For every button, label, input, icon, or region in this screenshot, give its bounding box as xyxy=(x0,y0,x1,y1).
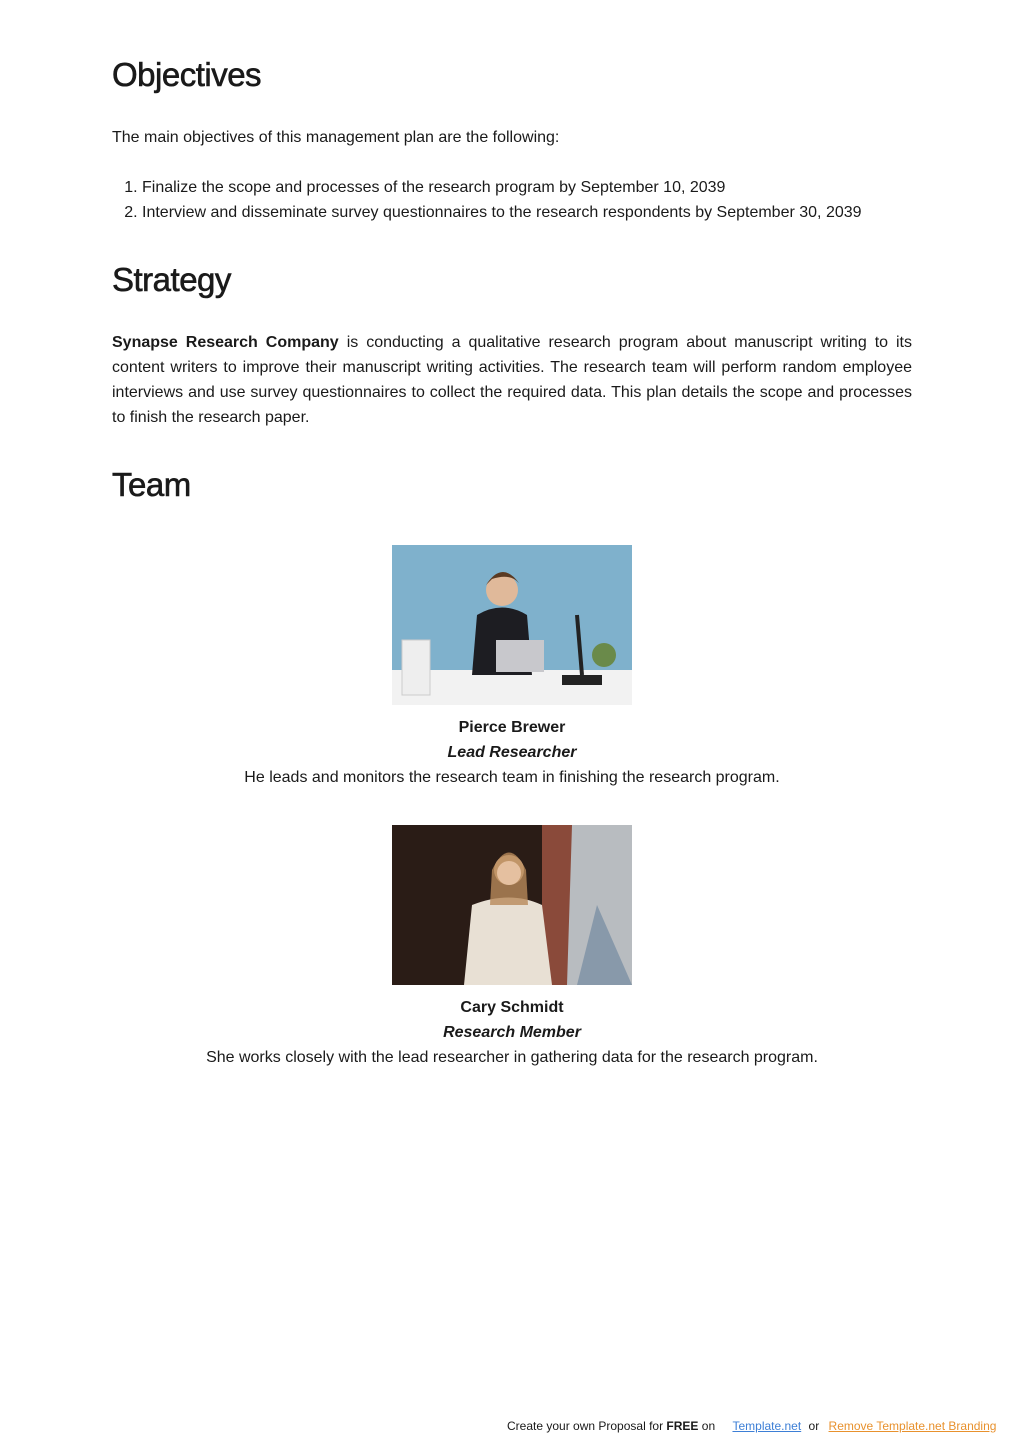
strategy-paragraph xyxy=(112,330,912,430)
team-member xyxy=(0,825,1024,1070)
objectives-list xyxy=(112,175,862,225)
strategy-heading: Strategy xyxy=(112,261,231,298)
pierce-brewer-photo xyxy=(392,545,632,705)
footer-text: Create your own Proposal for xyxy=(507,1419,667,1433)
footer-on: on xyxy=(698,1419,716,1433)
footer-branding xyxy=(507,1419,996,1433)
strategy-body: is conducting a qualitative research program about manuscript writing to its content writers to improve their manuscript writing activities. The research team will perform random employee interviews and use survey questionnaires to collect the required data. This plan details the scope and processes to finish the research paper. xyxy=(112,334,913,426)
footer-or: or xyxy=(808,1419,820,1433)
company-name: Synapse Research Company xyxy=(112,334,339,351)
list-item: 1. Finalize the scope and processes of the research program by September 10, 2039 xyxy=(142,175,862,200)
team-heading: Team xyxy=(112,466,191,503)
member-description: He leads and monitors the research team in finishing the research program. xyxy=(244,769,780,786)
remove-branding-link[interactable]: Remove Template.net Branding xyxy=(828,1419,997,1433)
list-item: 2. Interview and disseminate survey questionnaires to the research respondents by September 30, 2039 xyxy=(142,200,862,225)
objectives-heading: Objectives xyxy=(112,56,262,93)
member-role: Lead Researcher xyxy=(447,744,577,761)
member-description: She works closely with the lead researcher in gathering data for the research program. xyxy=(206,1049,818,1066)
member-role: Research Member xyxy=(443,1024,581,1041)
team-member xyxy=(0,545,1024,790)
template-net-link[interactable]: Template.net xyxy=(732,1419,802,1433)
objectives-intro: The main objectives of this management plan are the following: xyxy=(112,129,560,146)
member-name: Cary Schmidt xyxy=(460,999,564,1016)
cary-schmidt-photo xyxy=(392,825,632,985)
footer-free: FREE xyxy=(666,1419,699,1433)
member-name: Pierce Brewer xyxy=(458,719,566,736)
